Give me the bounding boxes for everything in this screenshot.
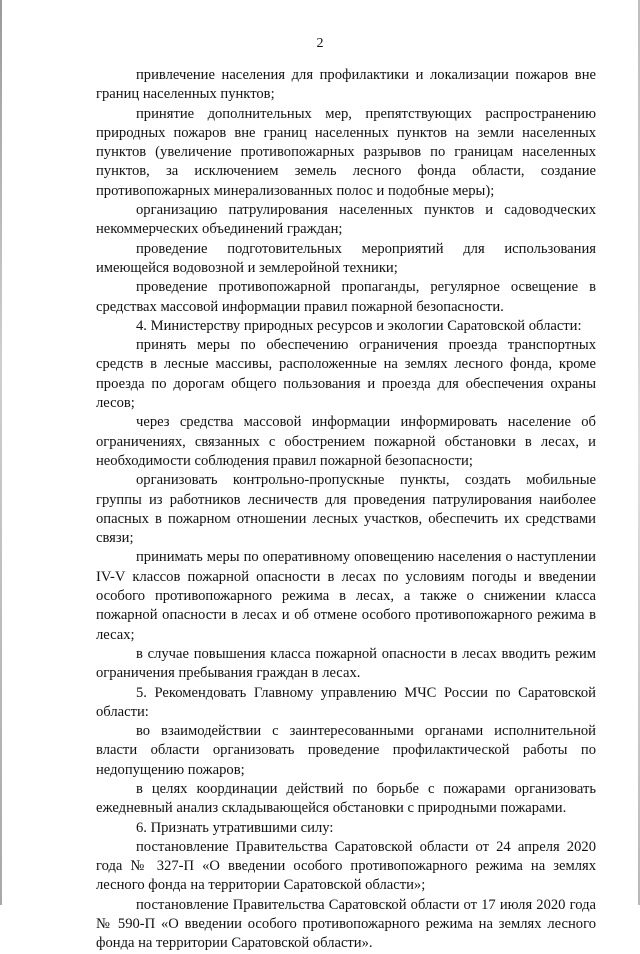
paragraph: принимать меры по оперативному оповещению населения о наступлении IV-V классов пожарной опасности в лесах по условиям погоды и введении особого противопожарного режима в лесах, а также о снижении класса пожарной опасности в лесах и об отмене особого противопожарного режима в лесах; — [96, 549, 596, 643]
paragraph: привлечение населения для профилактики и локализации пожаров вне границ населенных пунктов; — [96, 67, 596, 103]
scan-edge-left — [0, 0, 2, 905]
paragraph: через средства массовой информации информировать население об ограничениях, связанных с обострением пожарной обстановки в лесах, и необходимости соблюдения правил пожарной безопасности; — [96, 414, 596, 469]
page-number: 2 — [316, 36, 324, 51]
paragraph: в целях координации действий по борьбе с пожарами организовать ежедневный анализ складывающейся обстановки с природными пожарами. — [96, 780, 596, 817]
document-body — [96, 66, 596, 954]
paragraph: организацию патрулирования населенных пунктов и садоводческих некоммерческих объединений граждан; — [96, 202, 596, 238]
paragraph: постановление Правительства Саратовской области от 17 июля 2020 года № 590-П «О введении особого противопожарного режима на землях лесного фонда на территории Саратовской области». — [96, 896, 596, 952]
paragraph: постановление Правительства Саратовской области от 24 апреля 2020 года № 327-П «О введении особого противопожарного режима на землях лесного фонда на территории Саратовской области»; — [96, 838, 596, 894]
paragraph: проведение противопожарной пропаганды, регулярное освещение в средствах массовой информации правил пожарной безопасности. — [96, 279, 596, 315]
section-heading: 5. Рекомендовать Главному управлению МЧС России по Саратовской области: — [96, 684, 596, 720]
paragraph: принять меры по обеспечению ограничения проезда транспортных средств в лесные массивы, расположенные на землях лесного фонда, кроме проезда по дорогам общего пользования и проезда для обеспечения охраны лесов; — [96, 337, 596, 412]
paragraph: во взаимодействии с заинтересованными органами исполнительной власти области организовать проведение профилактической работы по недопущению пожаров; — [96, 723, 596, 778]
section-heading: 6. Признать утратившими силу: — [136, 819, 334, 836]
paragraph: проведение подготовительных мероприятий для использования имеющейся водовозной и землеройной техники; — [96, 240, 596, 276]
section-heading: 4. Министерству природных ресурсов и экологии Саратовской области: — [136, 317, 582, 334]
paragraph: организовать контрольно-пропускные пункты, создать мобильные группы из работников лесничеств для проведения патрулирования наиболее опасных в пожарном отношении лесных участков, обеспечить их средствами связи; — [96, 472, 596, 547]
paragraph: в случае повышения класса пожарной опасности в лесах вводить режим ограничения пребывания граждан в лесах. — [96, 645, 596, 682]
paragraph: принятие дополнительных мер, препятствующих распространению природных пожаров вне границ населенных пунктов на земли населенных пунктов (увеличение противопожарных разрывов по границам населенных пунктов, за исключением земель лесного фонда области, создание противопожарных минерализованных полос и подобные меры); — [96, 105, 596, 199]
